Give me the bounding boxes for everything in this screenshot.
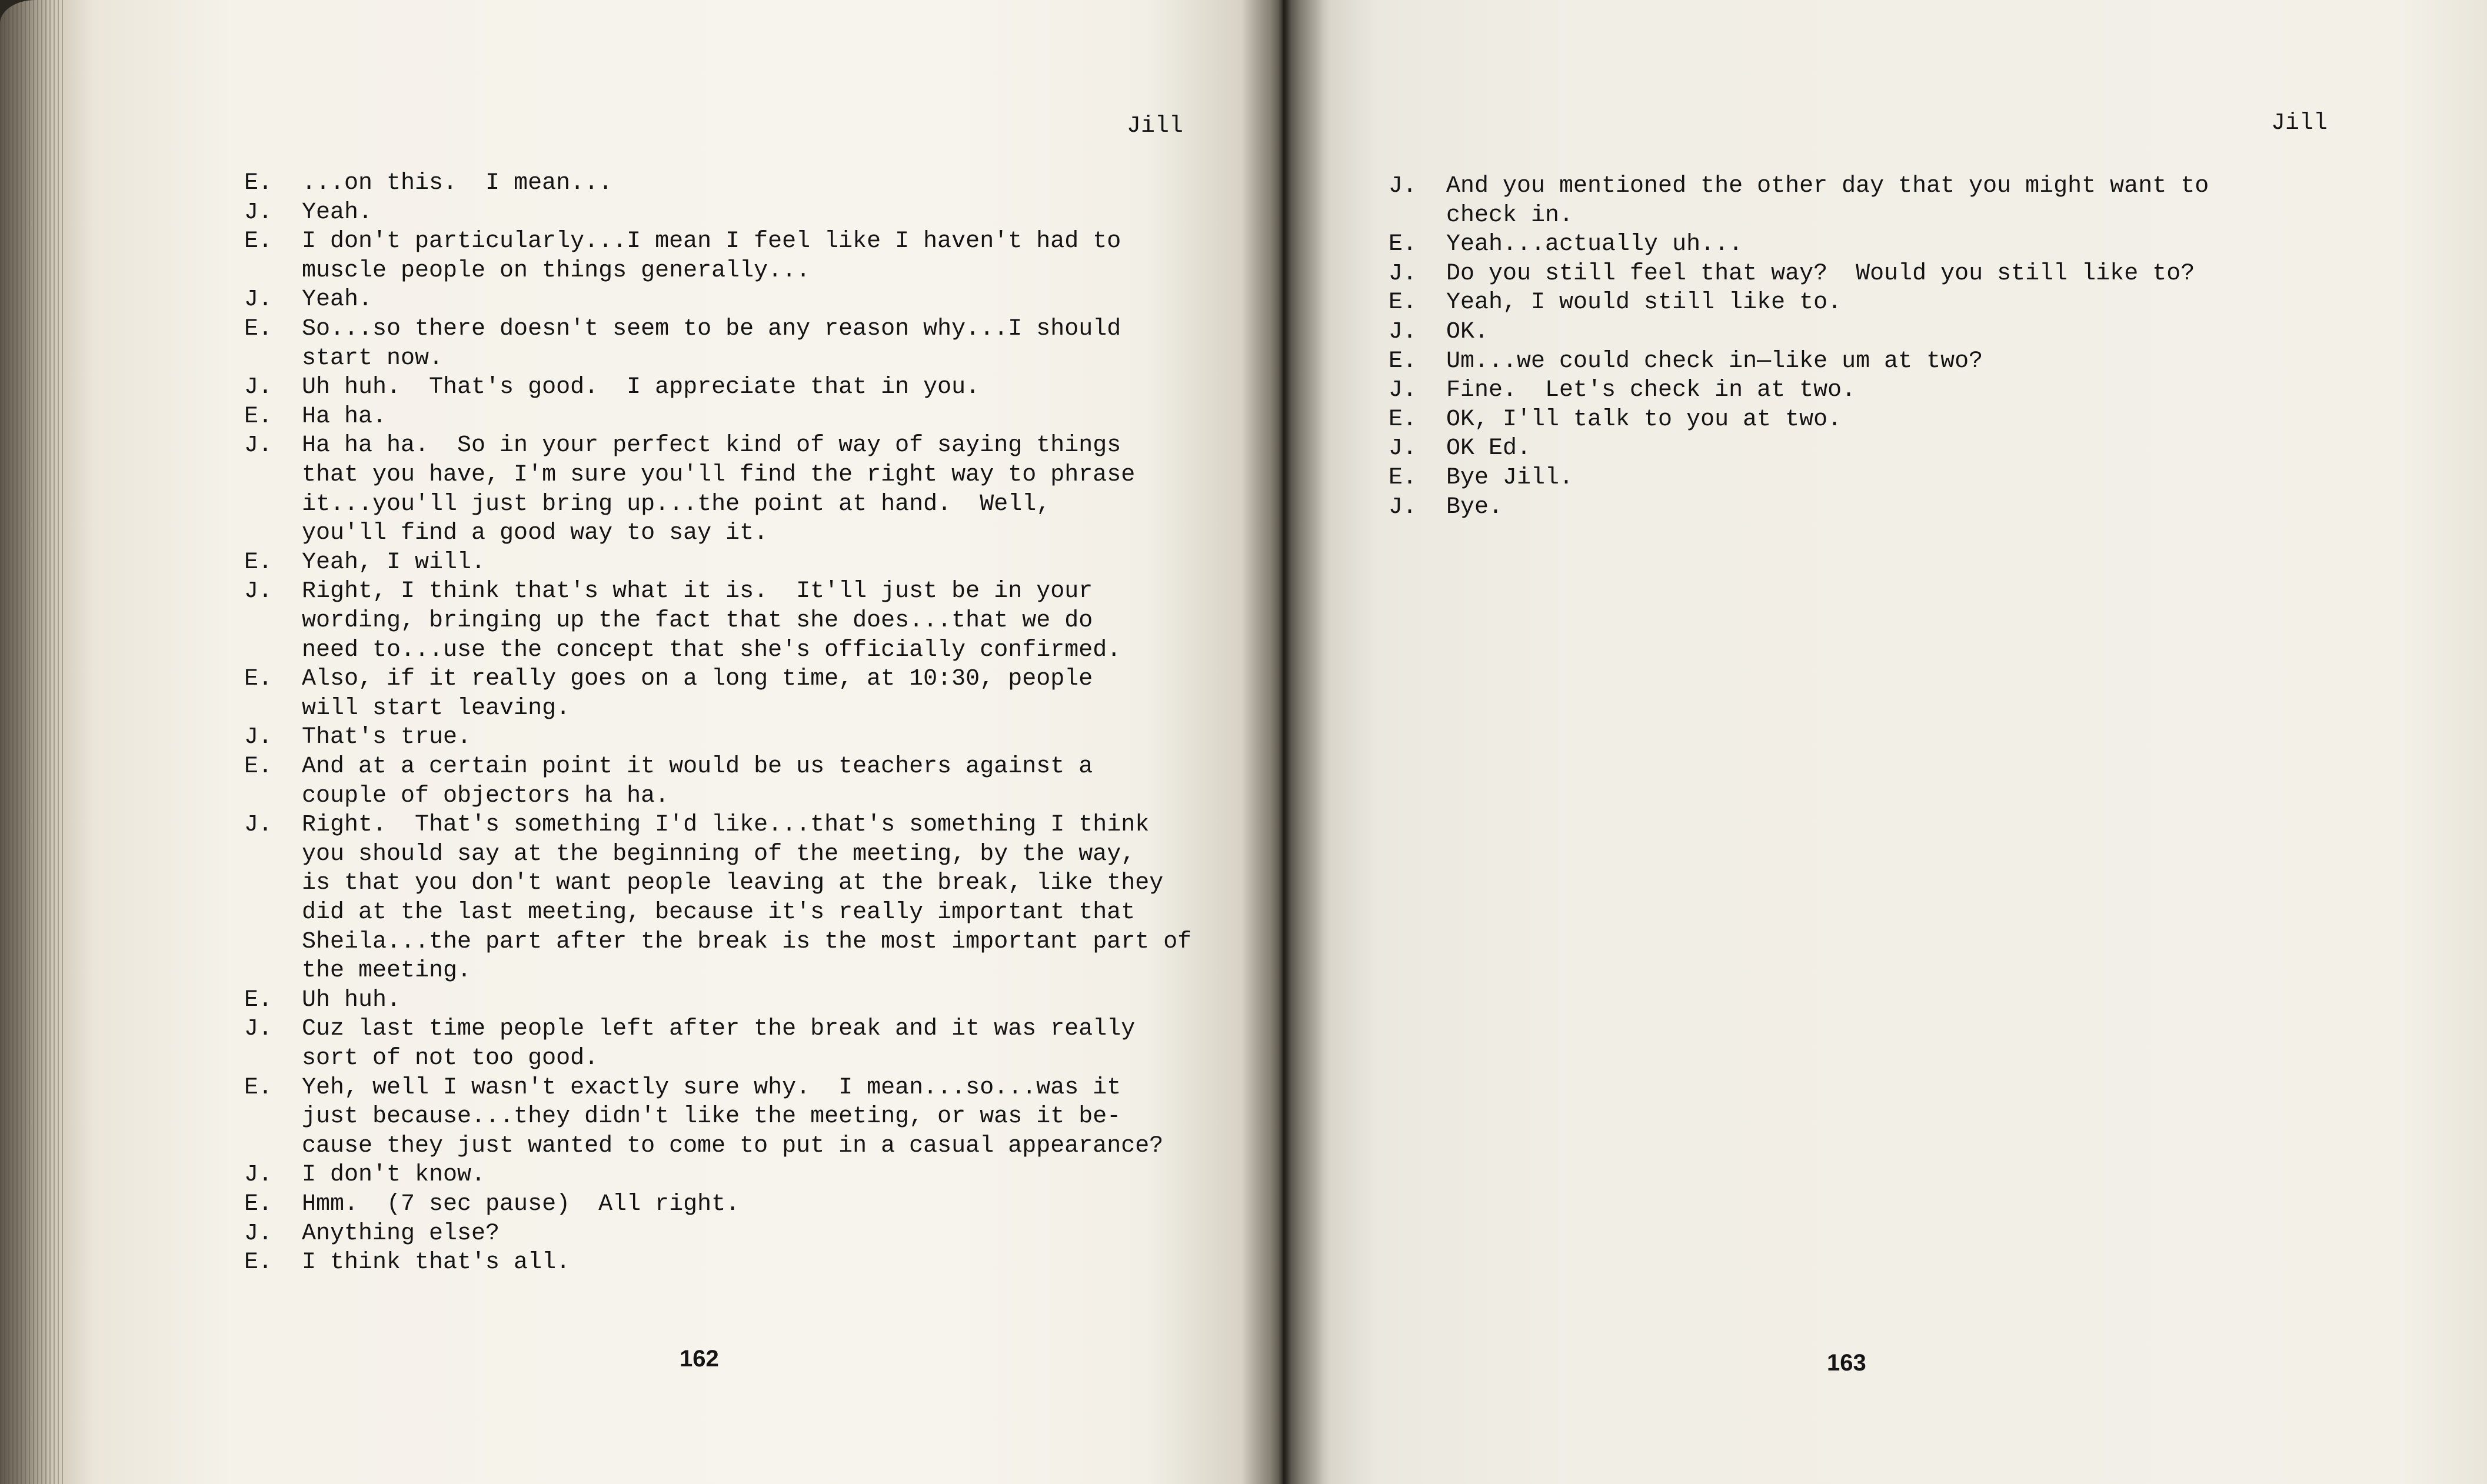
speaker-label: J. — [1389, 260, 1417, 287]
right-page — [1283, 0, 2487, 1484]
speaker-label: J. — [1389, 493, 1417, 521]
dialogue-text: did at the last meeting, because it's really important that — [302, 899, 1136, 926]
dialogue-text: the meeting. — [302, 958, 472, 985]
speaker-label: E. — [244, 316, 273, 342]
speaker-label: E. — [1389, 406, 1417, 433]
dialogue-text: Yeah...actually uh... — [1446, 231, 1743, 258]
dialogue-text: Yeah, I will. — [302, 549, 486, 576]
dialogue-text: Yeah. — [302, 199, 373, 226]
dialogue-text: Do you still feel that way? Would you still like to? — [1446, 260, 2195, 287]
speaker-label: E. — [244, 403, 273, 430]
speaker-label: J. — [1389, 319, 1417, 345]
page-number: 162 — [680, 1346, 719, 1372]
speaker-label: E. — [1389, 231, 1417, 258]
dialogue-text: Uh huh. That's good. I appreciate that in you. — [302, 374, 980, 401]
speaker-label: E. — [244, 228, 273, 255]
dialogue-text: And at a certain point it would be us teachers against a — [302, 753, 1093, 780]
speaker-label: E. — [244, 986, 273, 1013]
dialogue-text: Also, if it really goes on a long time, at 10:30, people — [302, 666, 1093, 693]
speaker-label: E. — [244, 549, 273, 576]
dialogue-text: Bye Jill. — [1446, 465, 1574, 491]
dialogue-text: is that you don't want people leaving at the break, like they — [302, 870, 1164, 897]
speaker-label: E. — [244, 1191, 273, 1218]
dialogue-text: Right, I think that's what it is. It'll just be in your — [302, 578, 1093, 605]
dialogue-text: Bye. — [1446, 493, 1503, 521]
speaker-label: J. — [244, 199, 273, 226]
speaker-label: E. — [244, 170, 273, 196]
dialogue-text: Sheila...the part after the break is the most important part of — [302, 928, 1192, 955]
speaker-label: E. — [244, 1074, 273, 1101]
dialogue-text: couple of objectors ha ha. — [302, 782, 670, 809]
running-header: Jill — [2271, 110, 2328, 136]
dialogue-text: OK Ed. — [1446, 435, 1532, 462]
dialogue-text: check in. — [1446, 202, 1574, 229]
dialogue-text: need to...use the concept that she's officially confirmed. — [302, 636, 1121, 663]
dialogue-text: cause they just wanted to come to put in a casual appearance? — [302, 1132, 1164, 1159]
transcript-body — [1389, 172, 2389, 554]
dialogue-text: just because...they didn't like the meeting, or was it be- — [302, 1103, 1121, 1130]
speaker-label: E. — [1389, 465, 1417, 491]
dialogue-text: Uh huh. — [302, 986, 401, 1013]
speaker-label: E. — [244, 666, 273, 693]
speaker-label: E. — [1389, 348, 1417, 375]
speaker-label: E. — [1389, 289, 1417, 316]
dialogue-text: So...so there doesn't seem to be any reason why...I should — [302, 316, 1121, 342]
dialogue-text: I don't know. — [302, 1162, 486, 1189]
dialogue-text: you'll find a good way to say it. — [302, 520, 768, 547]
speaker-label: J. — [244, 812, 273, 839]
dialogue-text: will start leaving. — [302, 695, 571, 722]
speaker-label: J. — [244, 1220, 273, 1247]
transcript-body — [244, 169, 1244, 1286]
book-gutter — [1241, 0, 1324, 1484]
speaker-label: J. — [1389, 435, 1417, 462]
dialogue-text: Right. That's something I'd like...that's something I think — [302, 812, 1150, 839]
page-edge-stack — [0, 0, 65, 1484]
dialogue-text: start now. — [302, 345, 444, 372]
dialogue-text: OK, I'll talk to you at two. — [1446, 406, 1842, 433]
speaker-label: E. — [244, 753, 273, 780]
dialogue-text: Anything else? — [302, 1220, 500, 1247]
dialogue-text: That's true. — [302, 724, 472, 751]
dialogue-text: muscle people on things generally... — [302, 257, 811, 284]
speaker-label: J. — [244, 286, 273, 314]
page-number: 163 — [1827, 1350, 1866, 1376]
dialogue-text: OK. — [1446, 319, 1489, 345]
dialogue-text: Yeh, well I wasn't exactly sure why. I mean...so...was it — [302, 1074, 1121, 1101]
dialogue-text: wording, bringing up the fact that she does...that we do — [302, 608, 1093, 634]
speaker-label: E. — [244, 1249, 273, 1276]
dialogue-text: Ha ha. — [302, 403, 387, 430]
dialogue-text: I think that's all. — [302, 1249, 571, 1276]
dialogue-text: Hmm. (7 sec pause) All right. — [302, 1191, 740, 1218]
speaker-label: J. — [1389, 377, 1417, 404]
speaker-label: J. — [1389, 173, 1417, 199]
dialogue-text: ...on this. I mean... — [302, 170, 613, 196]
running-header: Jill — [1127, 113, 1184, 139]
dialogue-text: I don't particularly...I mean I feel like I haven't had to — [302, 228, 1121, 255]
dialogue-text: Fine. Let's check in at two. — [1446, 377, 1856, 404]
dialogue-text: Yeah. — [302, 286, 373, 314]
dialogue-text: that you have, I'm sure you'll find the right way to phrase — [302, 462, 1136, 488]
dialogue-text: it...you'll just bring up...the point at hand. Well, — [302, 491, 1051, 518]
dialogue-text: Yeah, I would still like to. — [1446, 289, 1842, 316]
speaker-label: J. — [244, 724, 273, 751]
dialogue-text: Um...we could check in—like um at two? — [1446, 348, 1983, 375]
speaker-label: J. — [244, 578, 273, 605]
speaker-label: J. — [244, 374, 273, 401]
dialogue-text: Ha ha ha. So in your perfect kind of way of saying things — [302, 432, 1121, 459]
dialogue-text: And you mentioned the other day that you might want to — [1446, 173, 2209, 199]
dialogue-text: you should say at the beginning of the meeting, by the way, — [302, 841, 1136, 868]
speaker-label: J. — [244, 1016, 273, 1043]
speaker-label: J. — [244, 1162, 273, 1189]
dialogue-text: sort of not too good. — [302, 1045, 599, 1072]
dialogue-text: Cuz last time people left after the break and it was really — [302, 1016, 1136, 1043]
speaker-label: J. — [244, 432, 273, 459]
